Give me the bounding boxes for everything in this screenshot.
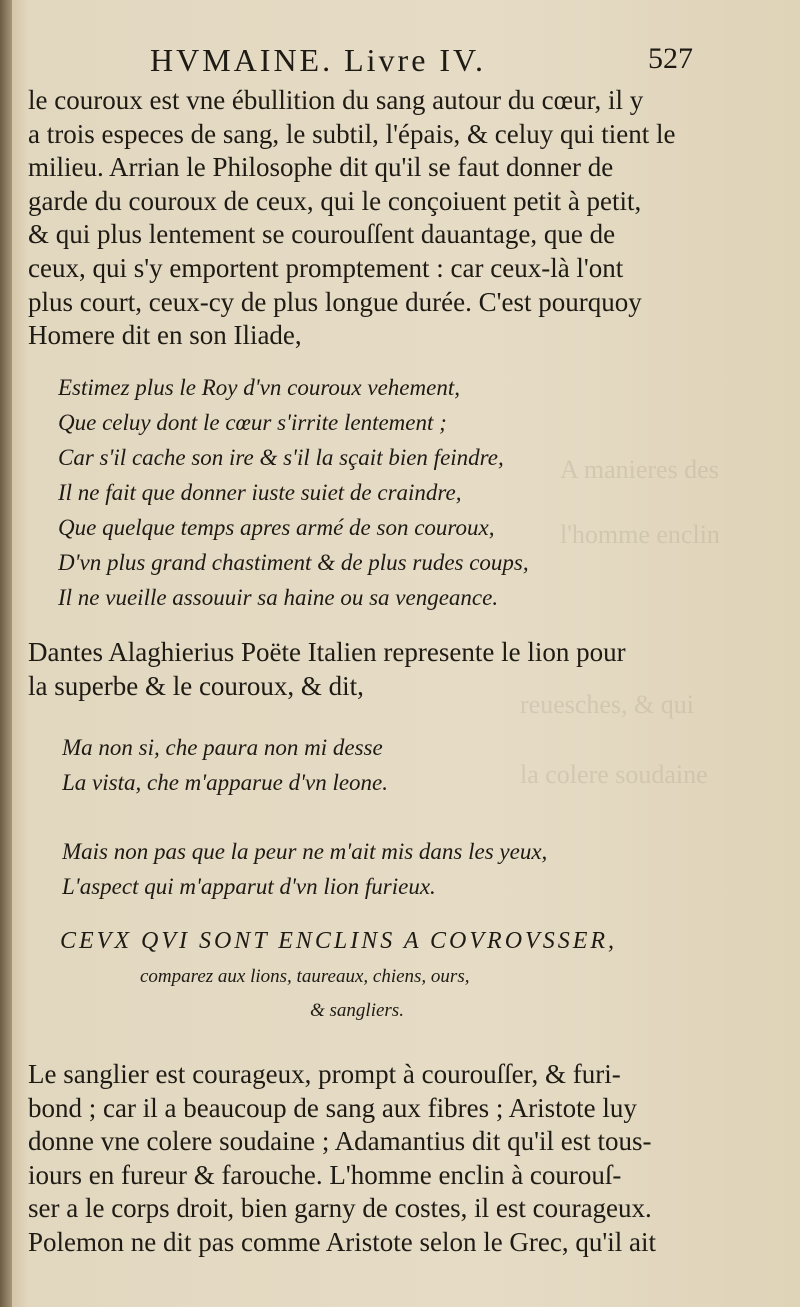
text-line: la superbe & le couroux, & dit, (28, 670, 364, 701)
running-head-title: HVMAINE. Livre IV. (150, 42, 487, 78)
verse-line: Car s'il cache son ire & s'il la sçait bien feindre, (58, 445, 504, 470)
book-spine (0, 0, 12, 1307)
show-through-text: l'homme enclin (560, 520, 720, 549)
text-line: donne vne colere soudaine ; Adamantius dit qu'il est tous- (28, 1126, 652, 1157)
verse-line: Il ne vueille assouuir sa haine ou sa vengeance. (58, 585, 499, 610)
section-subheading: comparez aux lions, taureaux, chiens, ours, (140, 966, 470, 987)
verse-homer (58, 370, 698, 615)
verse-line: Estimez plus le Roy d'vn couroux vehement, (58, 375, 460, 400)
section-heading: CEVX QVI SONT ENCLINS A COVROVSSER, (60, 928, 618, 954)
text-line: ser a le corps droit, bien garny de costes, il est courageux. (28, 1193, 652, 1224)
verse-line: L'aspect qui m'apparut d'vn lion furieux. (62, 874, 436, 899)
text-line: iours en fureur & farouche. L'homme enclin à courouſ- (28, 1159, 622, 1190)
text-line: Homere dit en son Iliade, (28, 320, 302, 351)
text-line: a trois especes de sang, le subtil, l'épais, & celuy qui tient le (28, 118, 676, 149)
verse-line: Ma non si, che paura non mi desse (62, 735, 383, 760)
verse-french-translation (62, 834, 662, 904)
verse-line: D'vn plus grand chastiment & de plus rudes coups, (58, 550, 529, 575)
running-head (150, 42, 720, 82)
text-line: Dantes Alaghierius Poëte Italien represente le lion pour (28, 637, 626, 667)
verse-line: La vista, che m'apparue d'vn leone. (62, 770, 389, 795)
paragraph-dante (28, 636, 718, 703)
verse-line: Que celuy dont le cœur s'irrite lentement ; (58, 410, 447, 435)
verse-line: Que quelque temps apres armé de son couroux, (58, 515, 495, 540)
show-through-text: reuesches, & qui (520, 690, 695, 719)
section-subheading-continued: & sangliers. (310, 1000, 404, 1021)
show-through-text: la colere soudaine (520, 760, 708, 789)
paragraph-anger-definition (28, 84, 718, 353)
verse-line: Mais non pas que la peur ne m'ait mis dans les yeux, (62, 839, 548, 864)
page-number: 527 (648, 42, 693, 75)
text-line: bond ; car il a beaucoup de sang aux fibres ; Aristote luy (28, 1092, 637, 1123)
text-line: plus court, ceux-cy de plus longue durée. C'est pourquoy (28, 286, 642, 317)
verse-line: Il ne fait que donner iuste suiet de craindre, (58, 480, 462, 505)
verse-italian (62, 730, 662, 800)
show-through-text: A manieres des (560, 455, 719, 484)
text-line: garde du couroux de ceux, qui le conçoiuent petit à petit, (28, 185, 642, 216)
paragraph-boar (28, 1058, 718, 1260)
text-line: le couroux est vne ébullition du sang autour du cœur, il y (28, 85, 644, 115)
text-line: milieu. Arrian le Philosophe dit qu'il se faut donner de (28, 152, 614, 183)
text-line: Le sanglier est courageux, prompt à courouſſer, & furi- (28, 1059, 621, 1089)
text-line: Polemon ne dit pas comme Aristote selon le Grec, qu'il ait (28, 1226, 656, 1257)
text-line: ceux, qui s'y emportent promptement : car ceux-là l'ont (28, 252, 624, 283)
text-line: & qui plus lentement se courouſſent dauantage, que de (28, 219, 616, 250)
